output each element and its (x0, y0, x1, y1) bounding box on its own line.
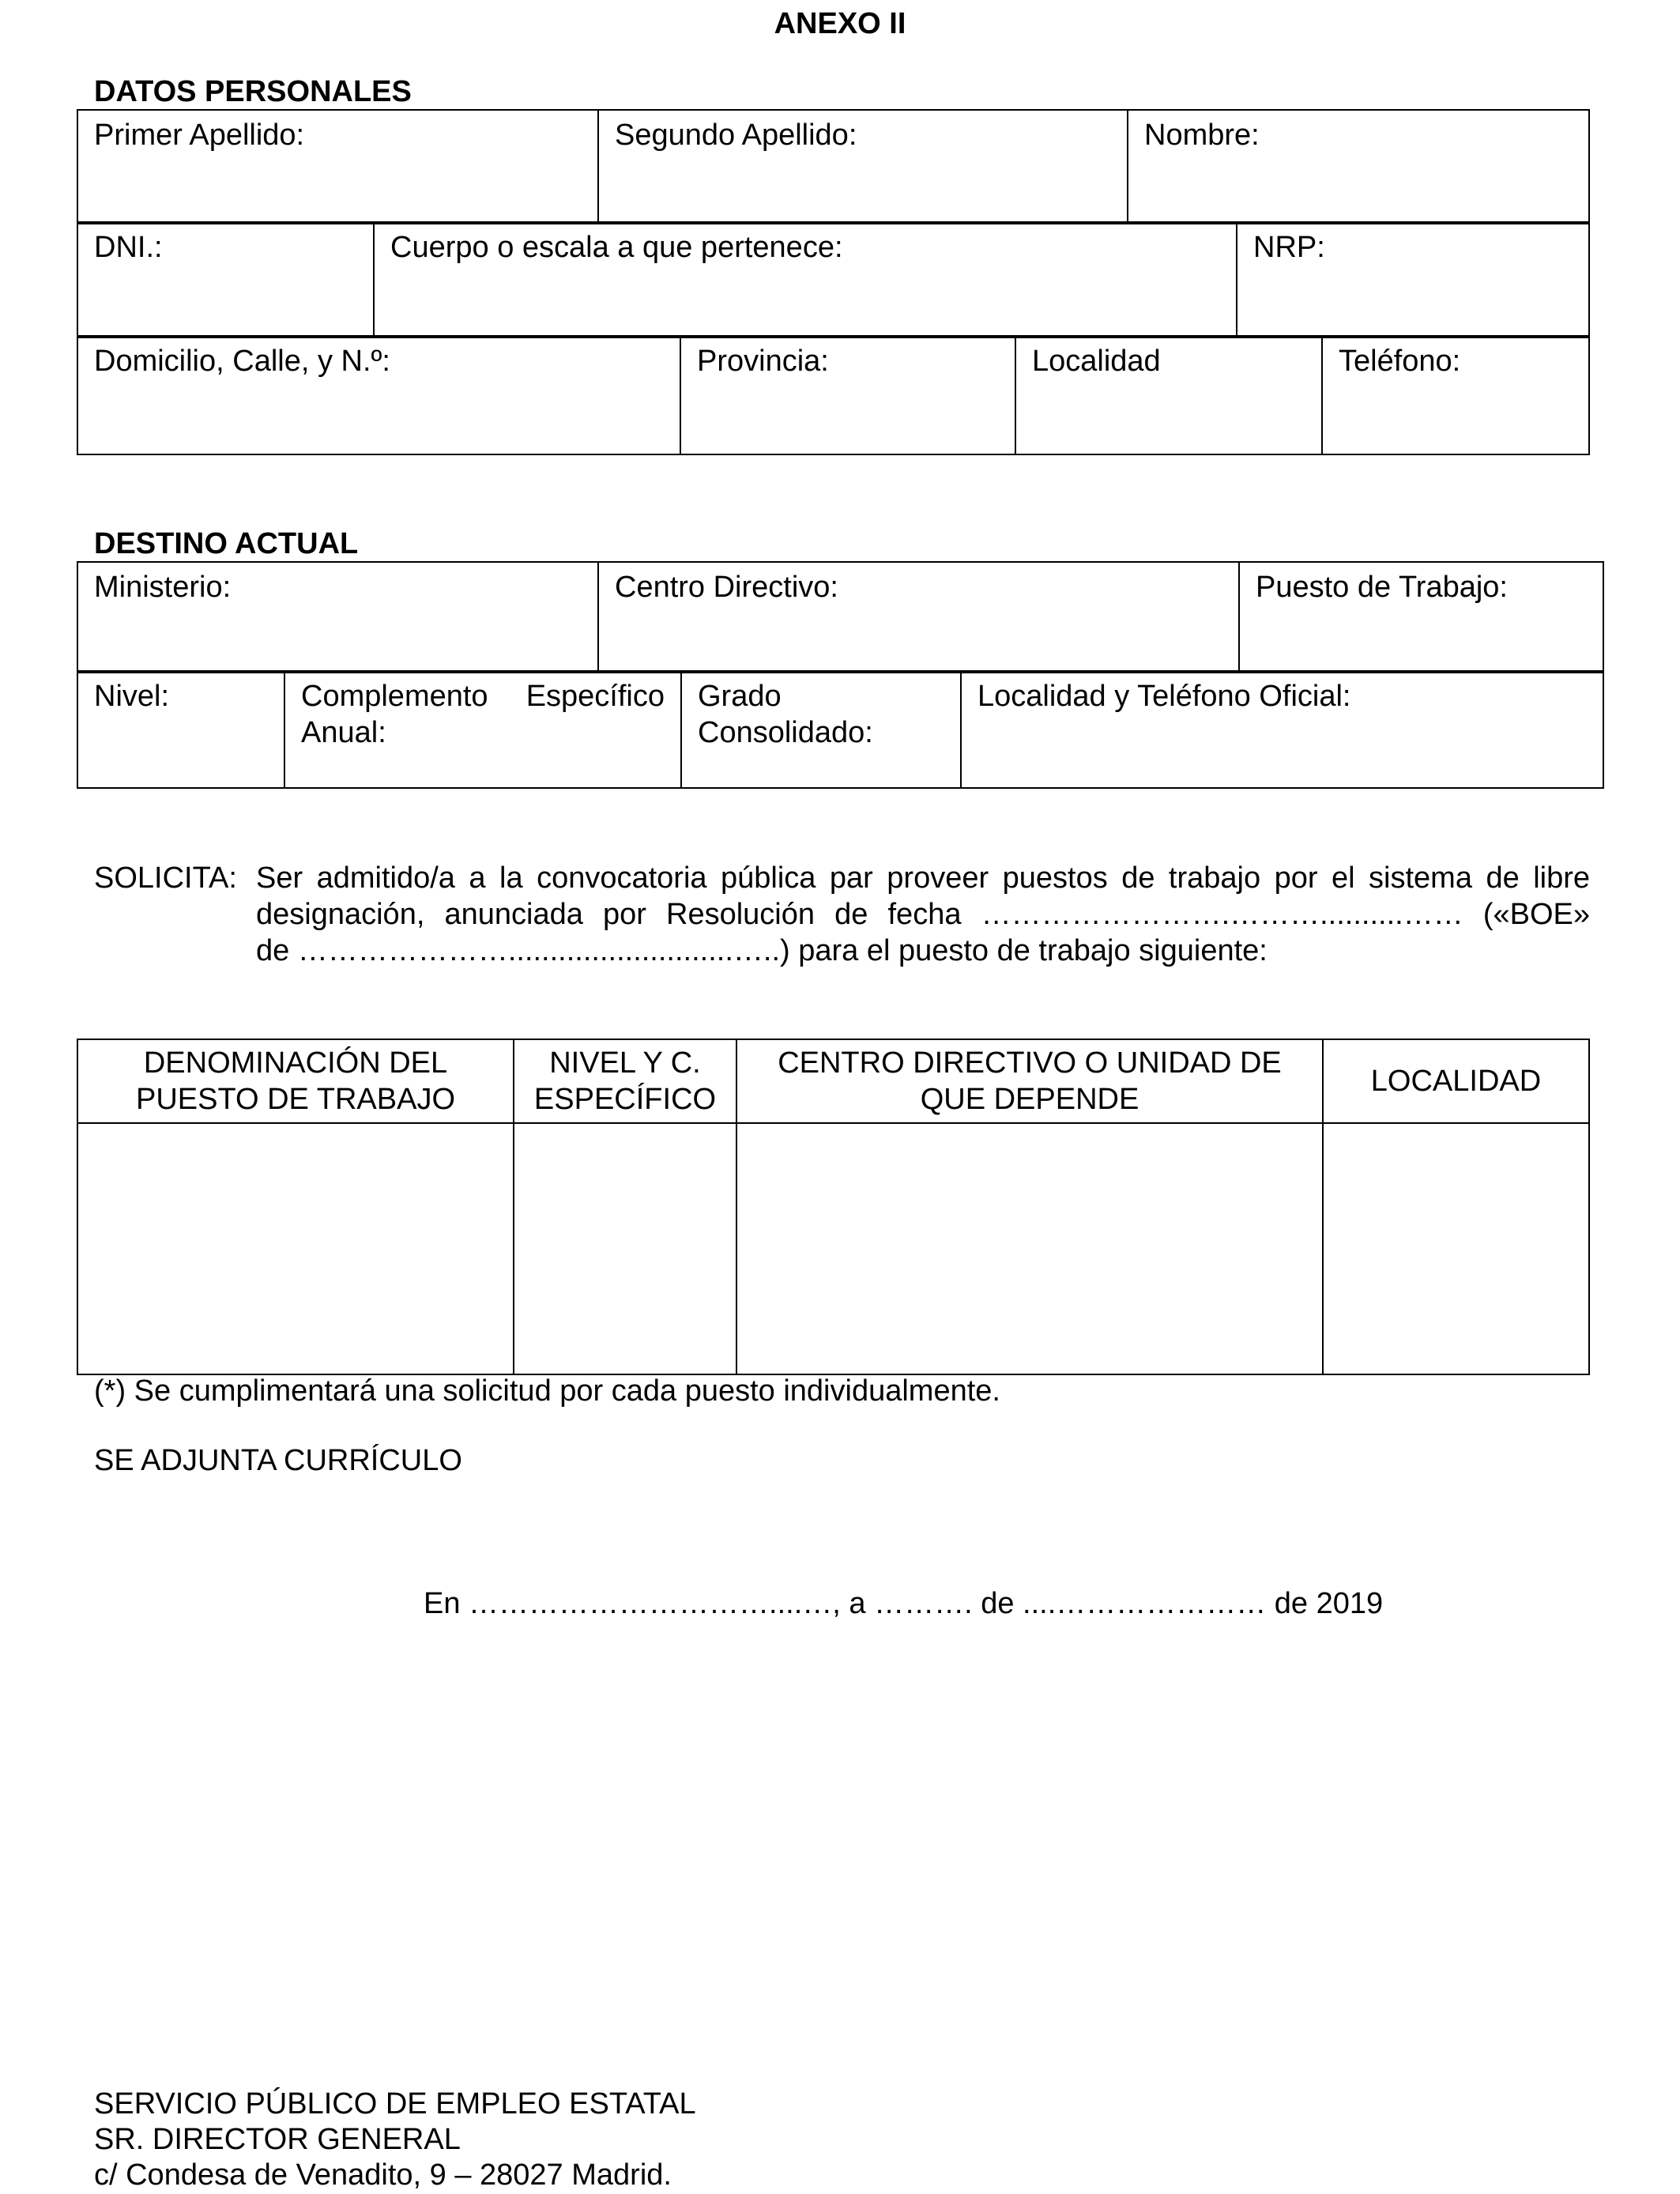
solicita-text (256, 860, 1590, 969)
field-centro-directivo[interactable]: Centro Directivo: (598, 562, 1239, 673)
field-localidad-telefono-oficial[interactable]: Localidad y Teléfono Oficial: (961, 671, 1603, 788)
field-complemento-especifico[interactable] (284, 671, 681, 788)
field-puesto-trabajo[interactable]: Puesto de Trabajo: (1239, 562, 1603, 673)
destinatario-line1: SERVICIO PÚBLICO DE EMPLEO ESTATAL (94, 2087, 696, 2120)
section-heading-datos-personales: DATOS PERSONALES (94, 75, 412, 108)
field-dni[interactable]: DNI.: (77, 222, 374, 337)
footnote: (*) Se cumplimentará una solicitud por cada puesto individualmente. (94, 1374, 1000, 1408)
solicita-line2: designación, anunciada por Resolución de fecha …………………….………..........…… («BOE» (256, 898, 1590, 931)
header-centro-directivo: CENTRO DIRECTIVO O UNIDAD DE QUE DEPENDE (736, 1039, 1323, 1123)
field-telefono[interactable]: Teléfono: (1322, 336, 1589, 454)
destino-actual-row2 (77, 670, 1604, 789)
field-domicilio[interactable]: Domicilio, Calle, y N.º: (77, 336, 680, 454)
field-provincia[interactable]: Provincia: (680, 336, 1015, 454)
cell-centro-directivo[interactable] (736, 1123, 1323, 1374)
datos-personales-row1 (77, 109, 1590, 224)
destinatario-line2: SR. DIRECTOR GENERAL (94, 2123, 461, 2156)
field-nrp[interactable]: NRP: (1237, 222, 1589, 337)
field-primer-apellido[interactable]: Primer Apellido: (77, 110, 598, 224)
cell-denominacion[interactable] (77, 1123, 514, 1374)
solicita-line3: de …………………...........................…..) para el puesto de trabajo siguiente: (256, 934, 1268, 967)
destino-actual-row1 (77, 561, 1604, 673)
grado-label-line2: Consolidado: (698, 716, 873, 749)
header-denominacion: DENOMINACIÓN DEL PUESTO DE TRABAJO (77, 1039, 514, 1123)
datos-personales-row3 (77, 335, 1590, 455)
adjunta-curriculo: SE ADJUNTA CURRÍCULO (94, 1444, 462, 1477)
puesto-table (77, 1039, 1590, 1375)
field-ministerio[interactable]: Ministerio: (77, 562, 598, 673)
field-cuerpo-escala[interactable]: Cuerpo o escala a que pertenece: (374, 222, 1237, 337)
solicita-label: SOLICITA: (94, 861, 237, 895)
grado-label-line1: Grado (698, 680, 782, 713)
header-localidad: LOCALIDAD (1323, 1039, 1589, 1123)
cell-localidad[interactable] (1323, 1123, 1589, 1374)
datos-personales-row2 (77, 221, 1590, 338)
field-localidad[interactable]: Localidad (1015, 336, 1322, 454)
complemento-label-line2: Anual: (301, 716, 386, 749)
complemento-label-line1: Complemento Específico (301, 680, 665, 713)
destinatario-line3: c/ Condesa de Venadito, 9 – 28027 Madrid. (94, 2158, 672, 2192)
header-nivel-especifico: NIVEL Y C. ESPECÍFICO (514, 1039, 736, 1123)
section-heading-destino-actual: DESTINO ACTUAL (94, 527, 359, 560)
field-nivel[interactable]: Nivel: (77, 671, 284, 788)
field-grado-consolidado[interactable] (681, 671, 961, 788)
page-title: ANEXO II (774, 7, 906, 40)
fecha-line[interactable]: En …………………………....…, a ………. de ....………………… de 2019 (424, 1587, 1384, 1620)
cell-nivel-especifico[interactable] (514, 1123, 736, 1374)
field-nombre[interactable]: Nombre: (1128, 110, 1589, 224)
field-segundo-apellido[interactable]: Segundo Apellido: (598, 110, 1128, 224)
solicita-line1: Ser admitido/a a la convocatoria pública par proveer puestos de trabajo por el sistema de libre (256, 861, 1590, 895)
